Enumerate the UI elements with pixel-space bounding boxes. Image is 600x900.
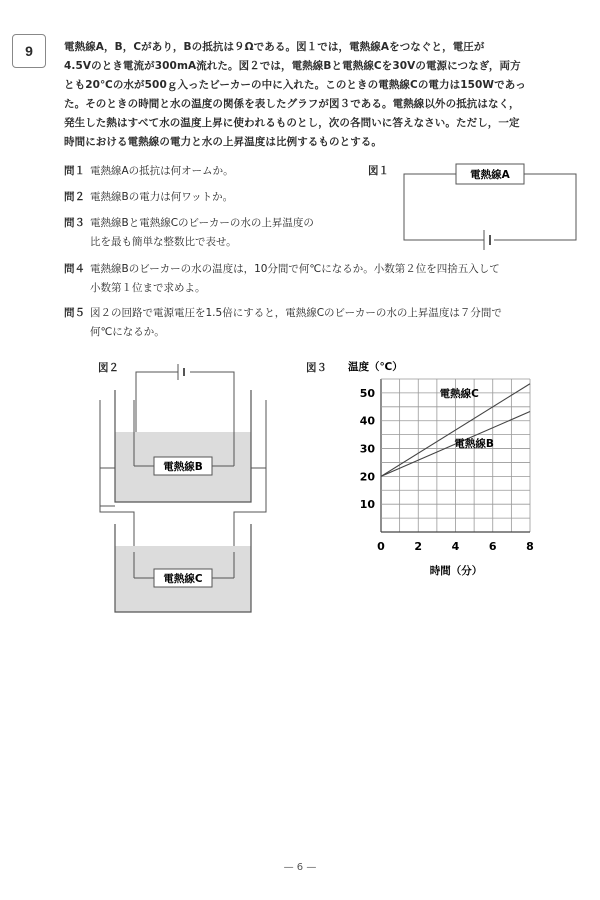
question-text: 電熱線Aの抵抗は何オームか。 bbox=[90, 165, 234, 177]
y-tick-label: 40 bbox=[359, 414, 375, 428]
fig2-label: 図２ bbox=[98, 362, 119, 374]
x-tick-label: 2 bbox=[414, 540, 423, 553]
y-tick-label: 20 bbox=[359, 470, 375, 484]
y-tick-label: 50 bbox=[359, 386, 375, 400]
chart-ticks bbox=[360, 387, 534, 553]
resistor-c-label: 電熱線C bbox=[163, 573, 203, 585]
question-label: 問２ bbox=[64, 191, 85, 203]
resistor-a-label: 電熱線A bbox=[470, 169, 510, 181]
intro-line: 発生した熱はすべて水の温度上昇に使われるものとし，次の各問いに答えなさい。ただし，一定 bbox=[64, 117, 520, 129]
intro-line: 4.5Vのとき電流が300mA流れた。図２では，電熱線Bと電熱線Cを30Vの電源につなぎ，両方 bbox=[64, 60, 521, 72]
question-label: 問５ bbox=[64, 307, 85, 319]
x-tick-label: 0 bbox=[377, 540, 385, 553]
question-label: 問１ bbox=[64, 165, 85, 177]
fig1-circuit bbox=[396, 160, 586, 250]
question-1 bbox=[64, 162, 364, 181]
series-label: 電熱線B bbox=[454, 438, 494, 451]
intro-line: 電熱線A，B，Cがあり，Bの抵抗は９Ωである。図１では，電熱線Aをつなぐと，電圧が bbox=[64, 41, 485, 53]
series-label: 電熱線C bbox=[439, 388, 479, 401]
question-label: 問３ bbox=[64, 217, 85, 229]
chart-grid bbox=[381, 379, 530, 532]
question-text: 比を最も簡単な整数比で表せ。 bbox=[90, 236, 237, 248]
y-tick-label: 30 bbox=[359, 442, 375, 456]
problem-intro bbox=[64, 38, 590, 152]
question-label: 問４ bbox=[64, 263, 85, 275]
x-tick-label: 8 bbox=[526, 540, 534, 553]
page-number: — 6 — bbox=[283, 862, 317, 873]
intro-line: とも20℃の水が500ｇ入ったビーカーの中に入れた。このときの電熱線Cの電力は150Wであっ bbox=[64, 79, 526, 91]
fig2-circuit bbox=[94, 360, 274, 622]
question-text: 電熱線Bと電熱線Cのビーカーの水の上昇温度の bbox=[90, 217, 314, 229]
question-text: 小数第１位まで求めよ。 bbox=[90, 282, 206, 294]
intro-line: 時間における電熱線の電力と水の上昇温度は比例するものとする。 bbox=[64, 136, 382, 148]
x-axis-label: 時間（分） bbox=[429, 565, 483, 577]
circuit-wire bbox=[100, 400, 115, 506]
y-tick-label: 10 bbox=[359, 498, 375, 512]
fig1-label: 図１ bbox=[368, 165, 389, 177]
question-text: 何℃になるか。 bbox=[90, 326, 165, 338]
intro-line: た。そのときの時間と水の温度の関係を表したグラフが図３である。電熱線以外の抵抗はなく， bbox=[64, 98, 520, 110]
y-axis-label: 温度（℃） bbox=[348, 361, 403, 373]
circuit-wire bbox=[100, 506, 134, 552]
x-tick-label: 4 bbox=[451, 540, 460, 553]
chart-series-labels bbox=[440, 387, 494, 450]
x-tick-label: 6 bbox=[488, 540, 497, 553]
question-text: 電熱線Bの電力は何ワットか。 bbox=[90, 191, 234, 203]
question-4 bbox=[64, 260, 590, 298]
question-3 bbox=[64, 214, 374, 252]
question-5 bbox=[64, 304, 590, 342]
fig3-chart bbox=[330, 356, 570, 588]
problem-number: 9 bbox=[12, 34, 46, 68]
question-text: 電熱線Bのビーカーの水の温度は，10分間で何℃になるか。小数第２位を四捨五入して bbox=[90, 263, 500, 275]
question-2 bbox=[64, 188, 364, 207]
question-text: 図２の回路で電源電圧を1.5倍にすると，電熱線Cのビーカーの水の上昇温度は７分間で bbox=[90, 307, 502, 319]
fig3-label: 図３ bbox=[306, 362, 327, 374]
resistor-b-label: 電熱線B bbox=[163, 461, 203, 473]
